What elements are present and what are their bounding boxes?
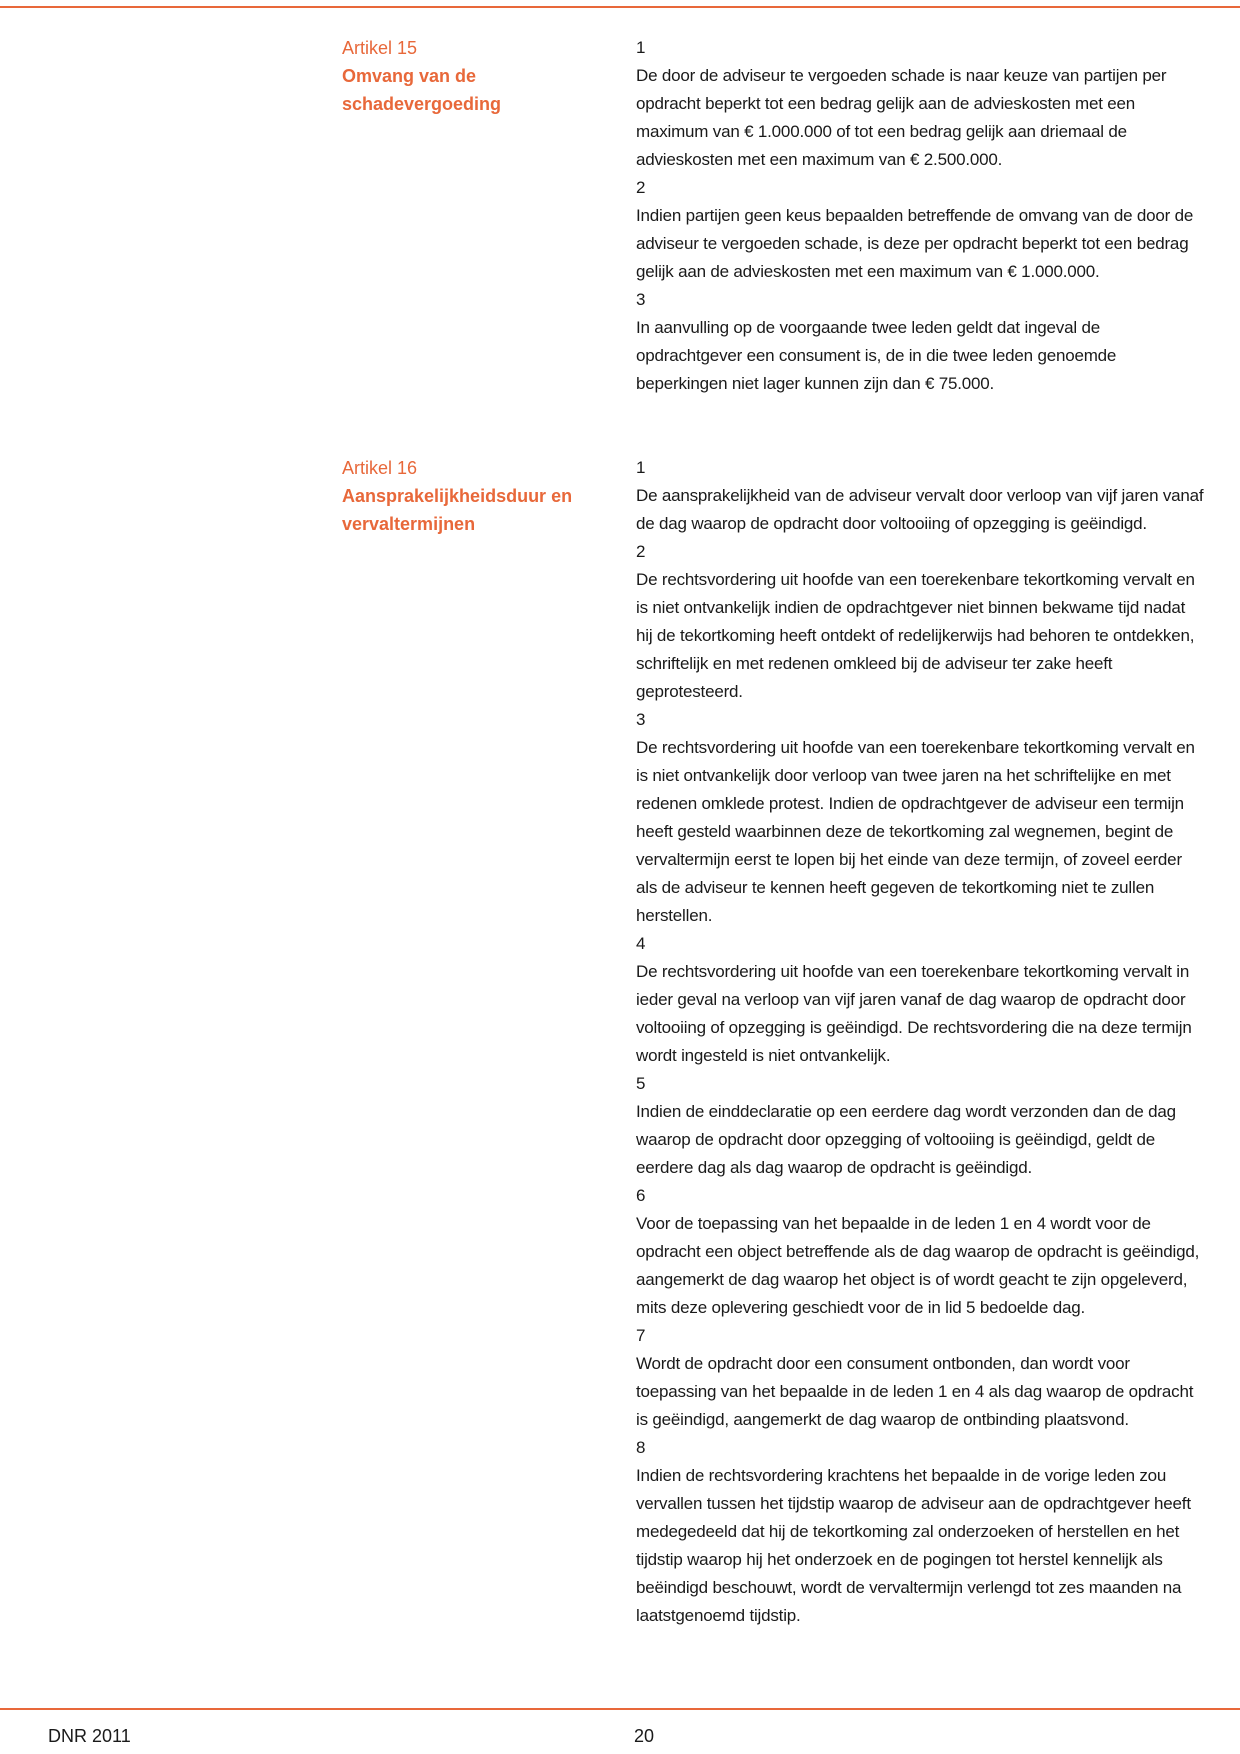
article-body: [636, 34, 1206, 398]
lid-number: 2: [636, 542, 646, 561]
lid-number: 8: [636, 1438, 646, 1457]
article-title: Omvang van de schadevergoeding: [342, 66, 502, 114]
lid-number: 1: [636, 38, 646, 57]
lid-number: 1: [636, 458, 646, 477]
lid-text: De rechtsvordering uit hoofde van een toerekenbare tekortkoming vervalt en is niet ontvankelijk indien de opdrachtgever niet binnen bekwame tijd nadat hij de tekortkoming heeft ontdekt of redelijkerwijs had behoren te ontdekken, schriftelijk en met redenen omkleed bij de adviseur ter zake heeft geprotesteerd.: [636, 570, 1195, 701]
footer-document-label: DNR 2011: [48, 1726, 131, 1746]
lid-number: 5: [636, 1074, 646, 1093]
lid-text: Voor de toepassing van het bepaalde in de leden 1 en 4 wordt voor de opdracht een object betreffende als de dag waarop de opdracht is geëindigd, aangemerkt de dag waarop het object is of wordt geacht te zijn opgeleverd, mits deze oplevering geschiedt voor de in lid 5 bedoelde dag.: [636, 1214, 1200, 1317]
lid-text: Indien de einddeclaratie op een eerdere dag wordt verzonden dan de dag waarop de opdracht door opzegging of voltooiing is geëindigd, geldt de eerdere dag als dag waarop de opdracht is geëindigd.: [636, 1102, 1176, 1177]
lid-number: 3: [636, 290, 646, 309]
lid-text: De door de adviseur te vergoeden schade is naar keuze van partijen per opdracht beperkt tot een bedrag gelijk aan de advieskosten met een maximum van € 1.000.000 of tot een bedrag gelijk aan driemaal de advieskosten met een maximum van € 2.500.000.: [636, 66, 1167, 169]
article-heading: [342, 454, 592, 538]
top-rule: [0, 6, 1240, 8]
page-number: 20: [634, 1726, 655, 1746]
lid-text: Indien partijen geen keus bepaalden betreffende de omvang van de door de adviseur te vergoeden schade, is deze per opdracht beperkt tot een bedrag gelijk aan de advieskosten met een maximum van € 1.000.000.: [636, 206, 1194, 281]
lid-text: Wordt de opdracht door een consument ontbonden, dan wordt voor toepassing van het bepaalde in de leden 1 en 4 als dag waarop de opdracht is geëindigd, aangemerkt de dag waarop de ontbinding plaatsvond.: [636, 1354, 1194, 1429]
lid-text: De rechtsvordering uit hoofde van een toerekenbare tekortkoming vervalt en is niet ontvankelijk door verloop van twee jaren na het schriftelijke en met redenen omklede protest. Indien de opdrachtgever de adviseur een termijn heeft gesteld waarbinnen deze de tekortkoming zal wegnemen, begint de vervaltermijn eerst te lopen bij het einde van deze termijn, of zoveel eerder als de adviseur te kennen heeft gegeven de tekortkoming niet te zullen herstellen.: [636, 738, 1195, 925]
footer-rule: [0, 1708, 1240, 1710]
article-number: Artikel 16: [342, 458, 418, 478]
article-title: Aansprakelijkheidsduur en vervaltermijnen: [342, 486, 573, 534]
article-heading: [342, 34, 592, 118]
article-number: Artikel 15: [342, 38, 418, 58]
lid-text: De aansprakelijkheid van de adviseur vervalt door verloop van vijf jaren vanaf de dag waarop de opdracht door voltooiing of opzegging is geëindigd.: [636, 486, 1204, 533]
lid-text: In aanvulling op de voorgaande twee leden geldt dat ingeval de opdrachtgever een consument is, de in die twee leden genoemde beperkingen niet lager kunnen zijn dan € 75.000.: [636, 318, 1117, 393]
lid-number: 2: [636, 178, 646, 197]
lid-number: 3: [636, 710, 646, 729]
lid-number: 4: [636, 934, 646, 953]
article-body: [636, 454, 1206, 1630]
lid-number: 6: [636, 1186, 646, 1205]
lid-number: 7: [636, 1326, 646, 1345]
lid-text: De rechtsvordering uit hoofde van een toerekenbare tekortkoming vervalt in ieder geval na verloop van vijf jaren vanaf de dag waarop de opdracht door voltooiing of opzegging is geëindigd. De rechtsvordering die na deze termijn wordt ingesteld is niet ontvankelijk.: [636, 962, 1192, 1065]
lid-text: Indien de rechtsvordering krachtens het bepaalde in de vorige leden zou vervallen tussen het tijdstip waarop de adviseur aan de opdrachtgever heeft medegedeeld dat hij de tekortkoming zal onderzoeken of herstellen en het tijdstip waarop hij het onderzoek en de pogingen tot herstel kennelijk als beëindigd beschouwt, wordt de vervaltermijn verlengd tot zes maanden na laatstgenoemd tijdstip.: [636, 1466, 1191, 1625]
